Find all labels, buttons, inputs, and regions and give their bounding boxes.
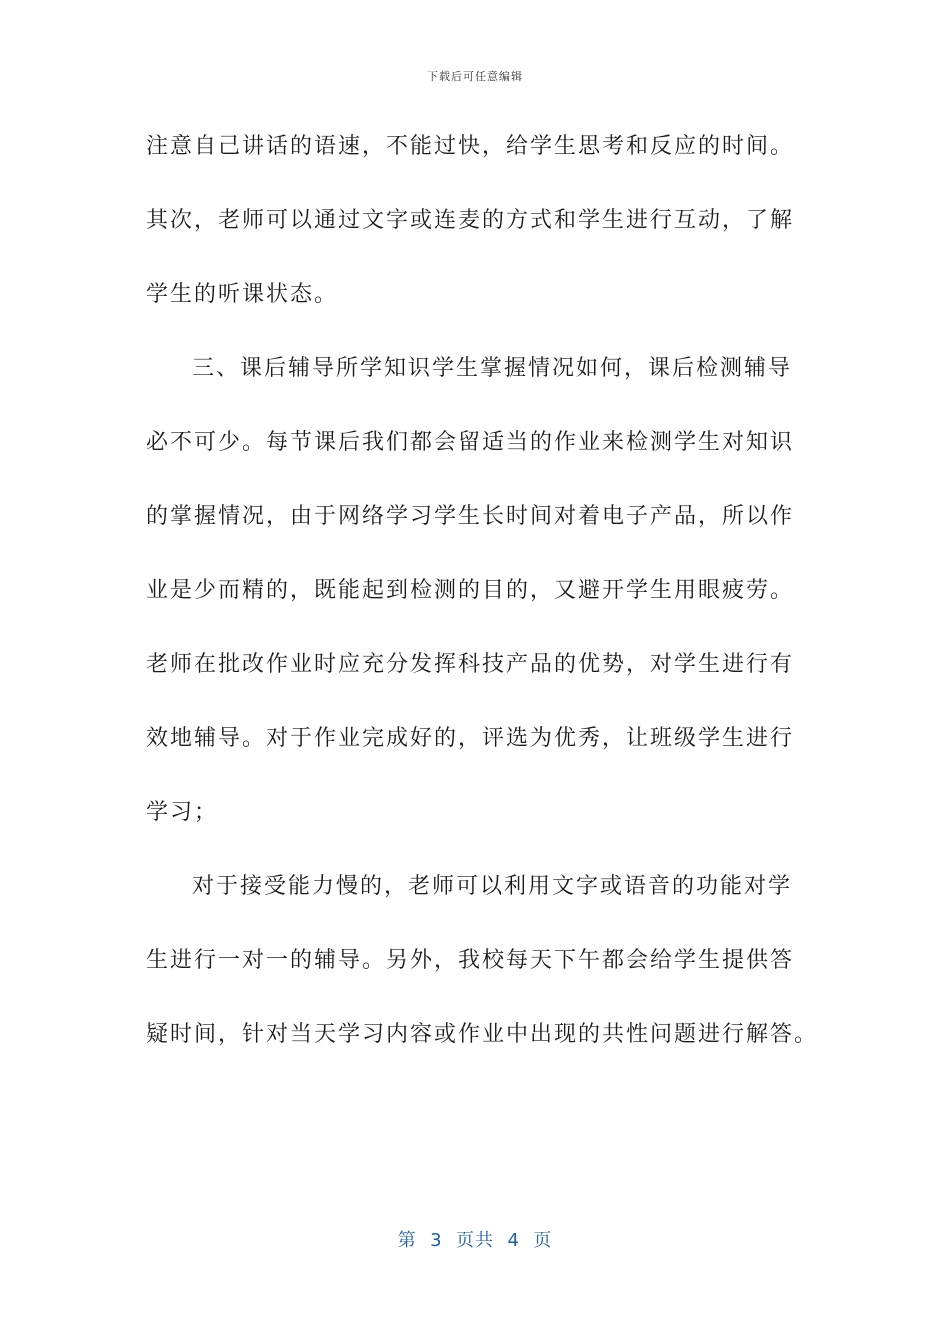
header-note: 下载后可任意编辑	[427, 70, 523, 83]
paragraph-start-line: 对于接受能力慢的，老师可以利用文字或语音的功能对学	[192, 874, 793, 899]
text-line: 的掌握情况，由于网络学习学生长时间对着电子产品，所以作	[146, 504, 795, 529]
text-line: 老师在批改作业时应充分发挥科技产品的优势，对学生进行有	[146, 652, 795, 677]
text-line: 业是少而精的，既能起到检测的目的，又避开学生用眼疲劳。	[146, 578, 795, 603]
text-line: 其次，老师可以通过文字或连麦的方式和学生进行互动，了解	[146, 208, 795, 233]
text-line: 学习；	[146, 800, 219, 825]
text-line: 必不可少。每节课后我们都会留适当的作业来检测学生对知识	[146, 430, 795, 455]
paragraph-start-line: 三、课后辅导所学知识学生掌握情况如何，课后检测辅导	[192, 356, 793, 381]
text-line: 生进行一对一的辅导。另外，我校每天下午都会给学生提供答	[146, 948, 795, 973]
text-line: 注意自己讲话的语速，不能过快，给学生思考和反应的时间。	[146, 134, 795, 159]
text-line: 学生的听课状态。	[146, 282, 339, 307]
text-line: 疑时间，针对当天学习内容或作业中出现的共性问题进行解答。	[146, 1022, 819, 1047]
page-number: 第 3 页共 4 页	[397, 1230, 553, 1251]
text-line: 效地辅导。对于作业完成好的，评选为优秀，让班级学生进行	[146, 726, 795, 751]
